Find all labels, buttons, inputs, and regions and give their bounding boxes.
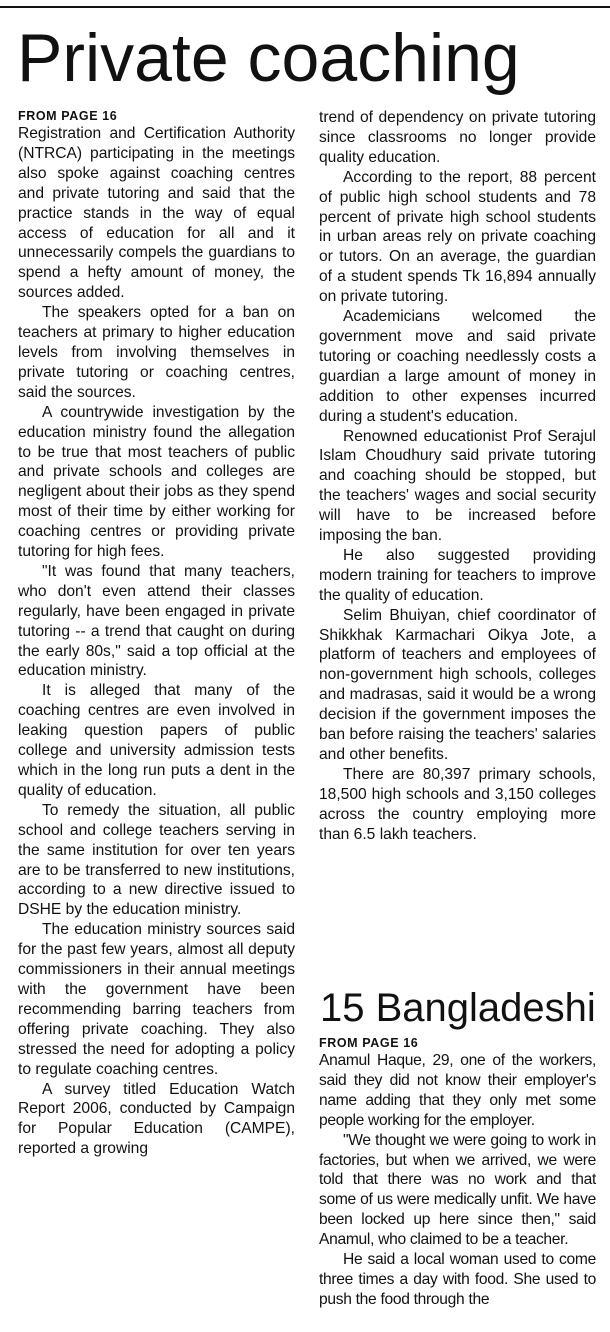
article-paragraph: According to the report, 88 percent of public high school students and 78 percent of private high school students in urban areas rely on private coaching or tutors. On an average, the guardian of a student spends Tk 16,894 annually on private tutoring. [319,168,596,306]
article-paragraph: He also suggested providing modern training for teachers to improve the quality of education. [319,546,596,604]
article-paragraph: trend of dependency on private tutoring since classrooms no longer provide quality education. [319,109,596,166]
article-paragraph: "We thought we were going to work in factories, but when we arrived, we were told that there was no work and that some of us were medically unfit. We have been locked up here since then," said Anamul, who claimed to be a teacher. [319,1131,596,1249]
top-rule [0,6,610,8]
article-paragraph: "It was found that many teachers, who don't even attend their classes regularly, have been engaged in private tutoring -- a trend that caught on during the early 80s," said a top official at the education ministry. [18,562,295,680]
article-paragraph: Anamul Haque, 29, one of the workers, said they did not know their employer's name adding that they only met some people working for the employer. [319,1052,596,1129]
article-paragraph: It is alleged that many of the coaching centres are even involved in leaking question papers of public college and university admission tests which in the long run puts a dent in the quality of education. [18,682,295,799]
from-page-label: FROM PAGE 16 [319,1036,419,1050]
article-paragraph: To remedy the situation, all public school and college teachers serving in the same institution for over ten years are to be transferred to new institutions, according to a new directive issued to DSHE by the education ministry. [18,801,295,919]
second-story-column [319,1035,596,1332]
article-paragraph: The speakers opted for a ban on teachers at primary to higher education levels from involving themselves in private tutoring or coaching centres, said the sources. [18,304,295,401]
article-paragraph: Renowned educationist Prof Serajul Islam Choudhury said private tutoring and coaching should be stopped, but the teachers' wages and social security will have to be increased before imposing the ban. [319,427,596,545]
second-story-headline: 15 Bangladeshi [320,986,596,1030]
article-paragraph: Academicians welcomed the government move and said private tutoring or coaching needlessly costs a guardian a large amount of money in addition to other expenses incurred during a student's education. [319,308,596,425]
article-paragraph: The education ministry sources said for the past few years, almost all deputy commissioners in their annual meetings with the government have been recommending barring teachers from offering private coaching. They also stressed the need for adopting a policy to regulate coaching centres. [18,921,295,1078]
article-column-left [18,108,295,1332]
article-column-right [319,108,596,845]
article-paragraph: Registration and Certification Authority (NTRCA) participating in the meetings also spoke against coaching centres and private tutoring and said that the practice stands in the way of equal access of education for all and it unnecessarily compels the guardians to spend a hefty amount of money, the sources added. [18,125,295,302]
headline: Private coaching [17,20,520,96]
article-paragraph: A countrywide investigation by the education ministry found the allegation to be true that most teachers of public and private schools and colleges are negligent about their jobs as they spend most of their time by either working for coaching centres or providing private tutoring for high fees. [18,403,295,561]
article-paragraph: He said a local woman used to come three times a day with food. She used to push the food through the [319,1251,596,1308]
article-paragraph: Selim Bhuiyan, chief coordinator of Shikkhak Karmachari Oikya Jote, a platform of teachers and employees of non-government high schools, colleges and madrasas, said it would be a wrong decision if the government imposes the ban before raising the teachers' salaries and other benefits. [319,606,596,763]
from-page-label: FROM PAGE 16 [18,109,118,123]
article-paragraph: A survey titled Education Watch Report 2006, conducted by Campaign for Popular Education (CAMPE), reported a growing [18,1080,295,1158]
article-paragraph: There are 80,397 primary schools, 18,500 high schools and 3,150 colleges across the country employing more than 6.5 lakh teachers. [319,765,596,843]
